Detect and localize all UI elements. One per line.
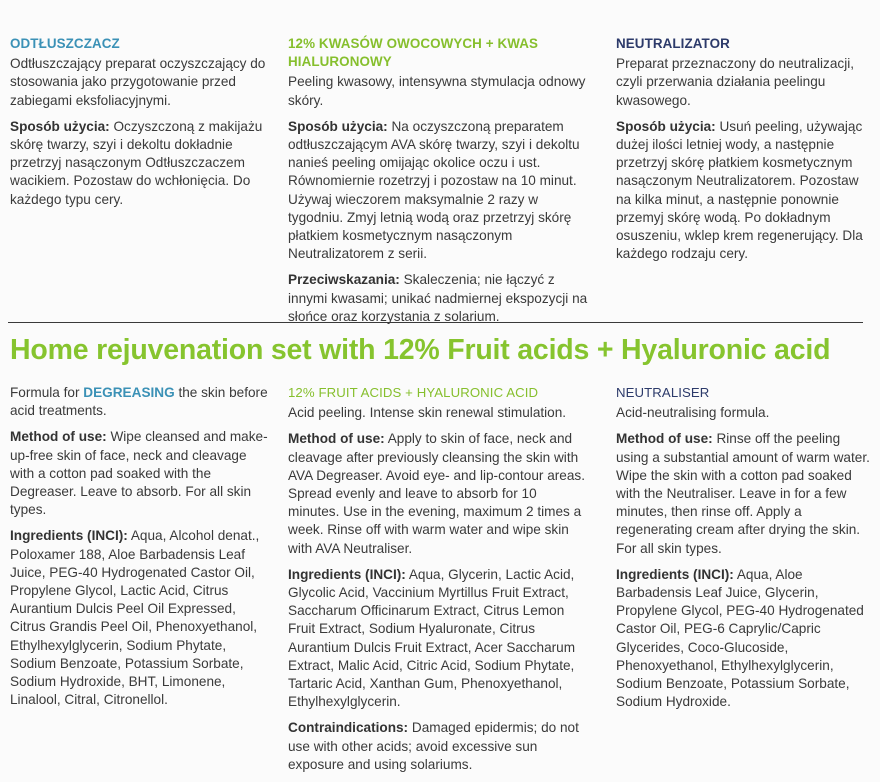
en-acid-column [288,384,588,782]
pl-neutraliser-usage-label: Sposób użycia: [616,118,716,134]
en-acid-contra-text: Damaged epidermis; do not use with other acids; avoid excessive sun exposure and using solariums. [288,720,579,772]
pl-acid-contra-text: Skaleczenia; nie łączyć z innymi kwasami; unikać nadmiernej ekspozycji na słońce oraz korzystania z solarium. [288,272,588,324]
en-acid-contra-label: Contraindications: [288,720,409,736]
pl-neutraliser-heading: NEUTRALIZATOR [616,36,730,51]
en-neutraliser-usage-label: Method of use: [616,431,713,447]
pl-acid-column [288,35,588,334]
en-neutraliser-ingredients [616,566,872,712]
en-acid-contraindications [288,719,588,774]
pl-acid-contraindications [288,271,588,326]
pl-acid-usage [288,118,588,264]
en-degreaser-ingredients [10,527,272,709]
en-acid-ingredients [288,566,588,712]
en-neutraliser-description: Acid-neutralising formula. [616,405,770,421]
pl-acid-description: Peeling kwasowy, intensywna stymulacja odnowy skóry. [288,74,586,108]
pl-degreaser-column [10,35,272,217]
en-degreaser-intro-pre: Formula for [10,385,84,400]
pl-neutraliser-usage-text: Usuń peeling, używając dużej ilości letniej wody, a następnie przetrzyj skórę płatkiem kosmetycznym nasączonym Neutralizatorem. Pozostaw na kilka minut, a następnie ponownie przemyj skórę wodą. Po dokładnym osuszeniu, wklep krem regenerujący. Dla każdego rodzaju cery. [616,118,863,262]
pl-degreaser-heading: ODTŁUSZCZACZ [10,36,120,51]
en-degreaser-usage-label: Method of use: [10,429,107,445]
en-degreaser-highlight: DEGREASING [83,385,175,400]
en-neutraliser-ingredients-text: Aqua, Aloe Barbadensis Leaf Juice, Glycerin, Propylene Glycol, PEG-40 Hydrogenated Castor Oil, PEG-6 Caprylic/Capric Glycerides, Coco-Glucoside, Phenoxyethanol, Ethylhexylglycerin, Sodium Benzoate, Potassium Sorbate, Sodium Hydroxide. [616,566,864,710]
en-degreaser-ingredients-label: Ingredients (INCI): [10,528,128,544]
pl-acid-usage-label: Sposób użycia: [288,118,388,134]
en-acid-usage-label: Method of use: [288,431,385,447]
en-acid-usage-text: Apply to skin of face, neck and cleavage after previously cleansing the skin with AVA Degreaser. Avoid eye- and lip-contour areas. Spread evenly and leave to absorb for 10 minutes. Use in the evening, maximum 2 times a week. Rinse off with warm water and wipe skin with AVA Neutraliser. [288,431,585,556]
pl-degreaser-description: Odtłuszczający preparat oczyszczający do stosowania jako przygotowanie przed zabiegami eksfoliacyjnymi. [10,56,266,108]
section-divider [8,322,863,323]
en-degreaser-ingredients-text: Aqua, Alcohol denat., Poloxamer 188, Aloe Barbadensis Leaf Juice, PEG-40 Hydrogenated Castor Oil, Propylene Glycol, Lactic Acid, Citrus Aurantium Dulcis Peel Oil Expressed, Citrus Grandis Peel Oil, Phenoxyethanol, Ethylhexylglycerin, Sodium Phytate, Sodium Benzoate, Potassium Sorbate, Sodium Hydroxide, BHT, Limonene, Linalool, Citral, Citronellol. [10,528,260,708]
en-degreaser-column [10,384,272,717]
en-degreaser-usage-text: Wipe cleansed and make-up-free skin of face, neck and cleavage with a cotton pad soaked with the Degreaser. Leave to absorb. For all skin types. [10,429,268,518]
en-neutraliser-usage [616,430,872,557]
en-acid-ingredients-label: Ingredients (INCI): [288,566,406,582]
en-neutraliser-ingredients-label: Ingredients (INCI): [616,566,734,582]
en-acid-heading: 12% FRUIT ACIDS + HYALURONIC ACID [288,385,539,400]
pl-acid-contra-label: Przeciwskazania: [288,272,400,288]
en-acid-usage [288,430,588,557]
pl-degreaser-usage-text: Oczyszczoną z makijażu skórę twarzy, szyi i dekoltu dokładnie przetrzyj nasączonym Odtłuszczaczem wacikiem. Pozostaw do wchłonięcia. Do każdego typu cery. [10,118,263,207]
en-degreaser-intro [10,384,272,420]
english-section-title: Home rejuvenation set with 12% Fruit acids + Hyaluronic acid [10,334,831,366]
pl-neutraliser-usage [616,118,872,264]
pl-degreaser-usage [10,118,272,209]
en-degreaser-intro-post: the skin before acid treatments. [10,385,268,419]
pl-acid-usage-text: Na oczyszczoną preparatem odtłuszczającym AVA skórę twarzy, szyi i dekoltu nanieś peeling omijając okolice oczu i ust. Równomiernie rozetrzyj i pozostaw na 10 minut. Używaj wieczorem maksymalnie 2 razy w tygodniu. Zmyj letnią wodą oraz przetrzyj skórę płatkiem kosmetycznym nasączonym Neutralizatorem z serii. [288,118,580,262]
en-neutraliser-heading: NEUTRALISER [616,385,710,400]
en-neutraliser-column [616,384,872,719]
pl-degreaser-usage-label: Sposób użycia: [10,118,110,134]
en-acid-ingredients-text: Aqua, Glycerin, Lactic Acid, Glycolic Acid, Vaccinium Myrtillus Fruit Extract, Saccharum Officinarum Extract, Citrus Lemon Fruit Extract, Sodium Hyaluronate, Citrus Aurantium Dulcis Fruit Extract, Acer Saccharum Extract, Malic Acid, Citric Acid, Sodium Phytate, Tartaric Acid, Xanthan Gum, Phenoxyethanol, Ethylhexylglycerin. [288,566,576,710]
pl-neutraliser-description: Preparat przeznaczony do neutralizacji, czyli przerwania działania peelingu kwasowego. [616,56,855,108]
pl-neutraliser-column [616,35,872,271]
en-neutraliser-usage-text: Rinse off the peeling using a substantial amount of warm water. Wipe the skin with a cotton pad soaked with the Neutraliser. Leave in for a few minutes, then rinse off. Apply a regenerating cream after drying the skin. For all skin types. [616,431,870,556]
en-degreaser-usage [10,428,272,519]
pl-acid-heading: 12% KWASÓW OWOCOWYCH + KWAS HIALURONOWY [288,36,539,70]
en-acid-description: Acid peeling. Intense skin renewal stimulation. [288,405,567,421]
